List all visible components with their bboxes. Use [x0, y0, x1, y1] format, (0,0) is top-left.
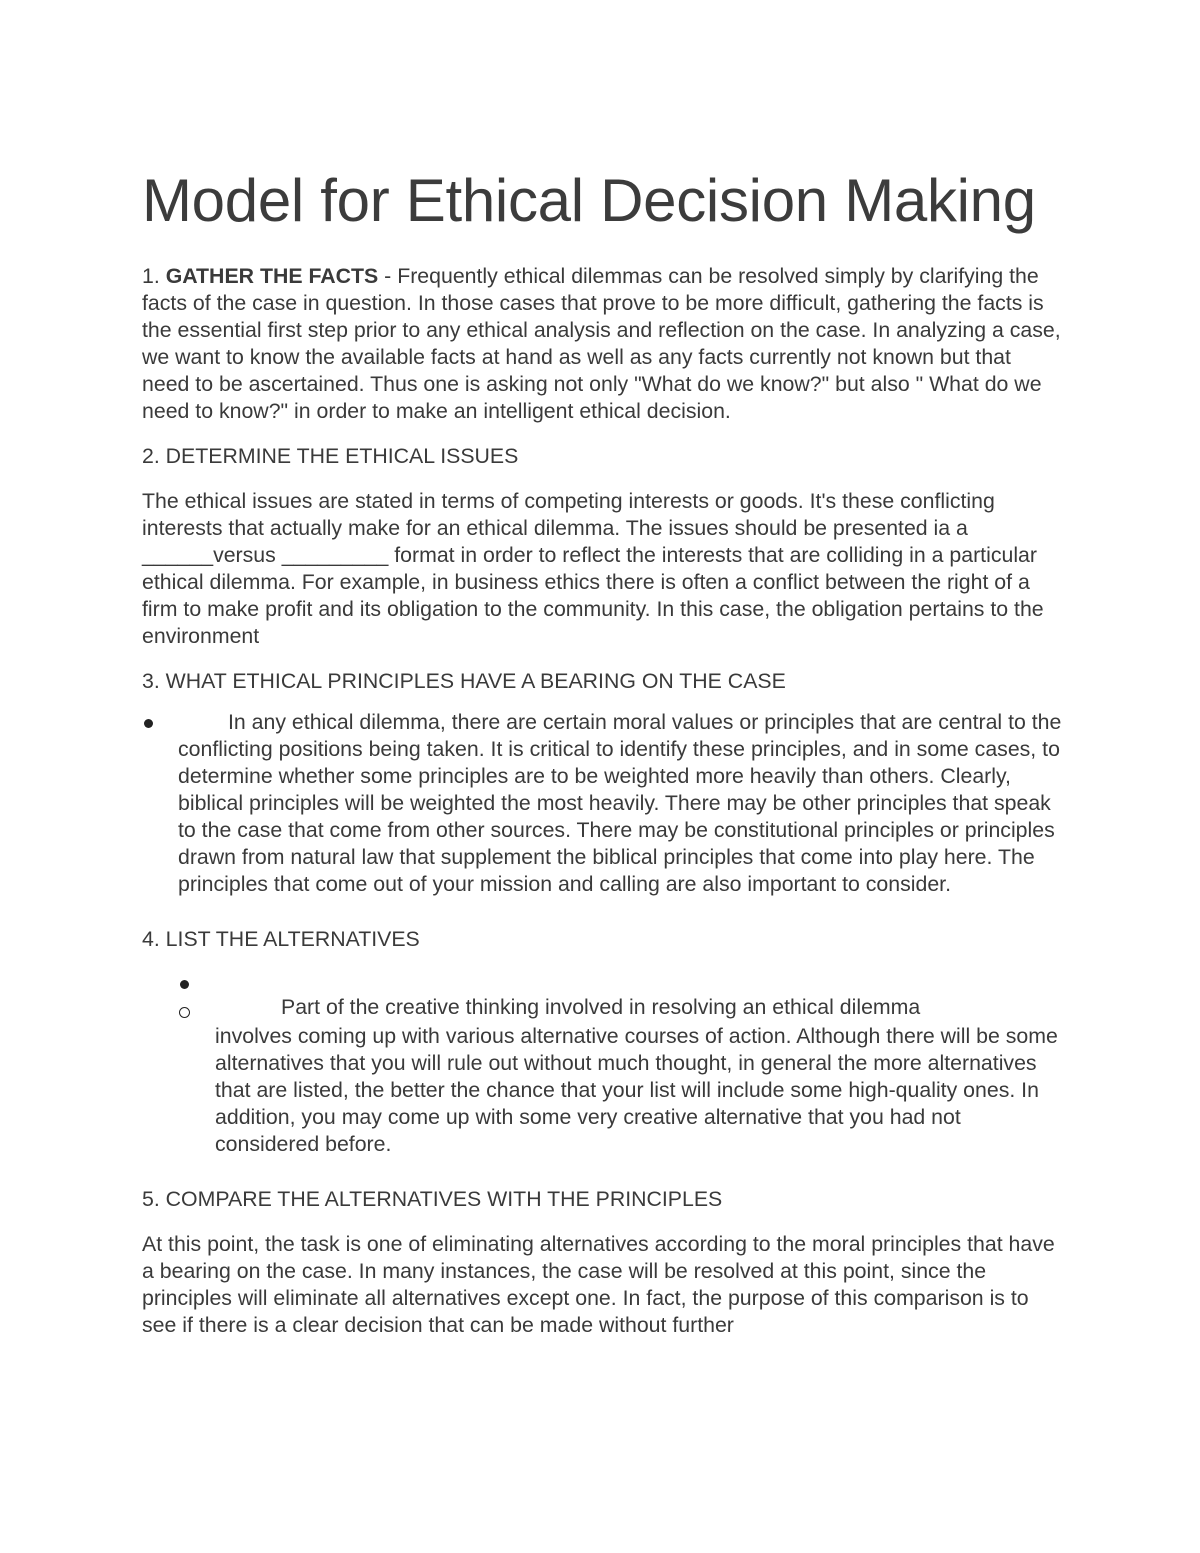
bullet-dot-icon — [144, 719, 153, 728]
bullet-circle-icon — [179, 1007, 190, 1018]
section-1-paragraph — [142, 263, 1062, 425]
section-4-sub-bullet — [215, 967, 1062, 1158]
bullet-dot-icon — [180, 980, 189, 989]
section-5-heading: 5. COMPARE THE ALTERNATIVES WITH THE PRINCIPLES — [142, 1187, 723, 1211]
document-title: Model for Ethical Decision Making — [142, 167, 1036, 234]
section-2-body: The ethical issues are stated in terms of competing interests or goods. It's these conflicting interests that actually make for an ethical dilemma. The issues should be presented ia a ______versus _________ format in order to reflect the interests that are colliding in a particular ethical dilemma. For example, in business ethics there is often a conflict between the right of a firm to make profit and its obligation to the community. In this case, the obligation pertains to the environment — [142, 489, 1044, 648]
section-4-bullet-list — [142, 967, 1062, 1158]
section-4-sub-bullet-first-line: Part of the creative thinking involved in resolving an ethical dilemma — [281, 995, 921, 1019]
section-1-heading: GATHER THE FACTS — [165, 264, 379, 288]
section-1-number: 1. — [142, 264, 166, 288]
section-2-heading: 2. DETERMINE THE ETHICAL ISSUES — [142, 444, 519, 468]
document-page — [142, 165, 1062, 1339]
section-4-heading: 4. LIST THE ALTERNATIVES — [142, 927, 420, 951]
section-3-heading: 3. WHAT ETHICAL PRINCIPLES HAVE A BEARING ON THE CASE — [142, 669, 786, 693]
section-1-body: - Frequently ethical dilemmas can be resolved simply by clarifying the facts of the case in question. In those cases that prove to be more difficult, gathering the facts is the essential first step prior to any ethical analysis and reflection on the case. In analyzing a case, we want to know the available facts at hand as well as any facts currently not known but that need to be ascertained. Thus one is asking not only "What do we know?" but also " What do we need to know?" in order to make an intelligent ethical decision. — [142, 264, 1061, 423]
section-3-bullet-text: In any ethical dilemma, there are certain moral values or principles that are central to the conflicting positions being taken. It is critical to identify these principles, and in some cases, to determine whether some principles are to be weighted more heavily than others. Clearly, biblical principles will be weighted the most heavily. There may be other principles that speak to the case that come from other sources. There may be constitutional principles or principles drawn from natural law that supplement the biblical principles that come into play here. The principles that come out of your mission and calling are also important to consider. — [178, 710, 1062, 896]
section-5-body: At this point, the task is one of eliminating alternatives according to the moral principles that have a bearing on the case. In many instances, the case will be resolved at this point, since the principles will eliminate all alternatives except one. In fact, the purpose of this comparison is to see if there is a clear decision that can be made without further — [142, 1232, 1055, 1337]
section-3-bullet-item — [142, 709, 1062, 898]
section-4-sub-bullet-text: involves coming up with various alternative courses of action. Although there will be some alternatives that you will rule out without much thought, in general the more alternatives that are listed, the better the chance that your list will include some high-quality ones. In addition, you may come up with some very creative alternative that you had not considered before. — [215, 1024, 1058, 1156]
